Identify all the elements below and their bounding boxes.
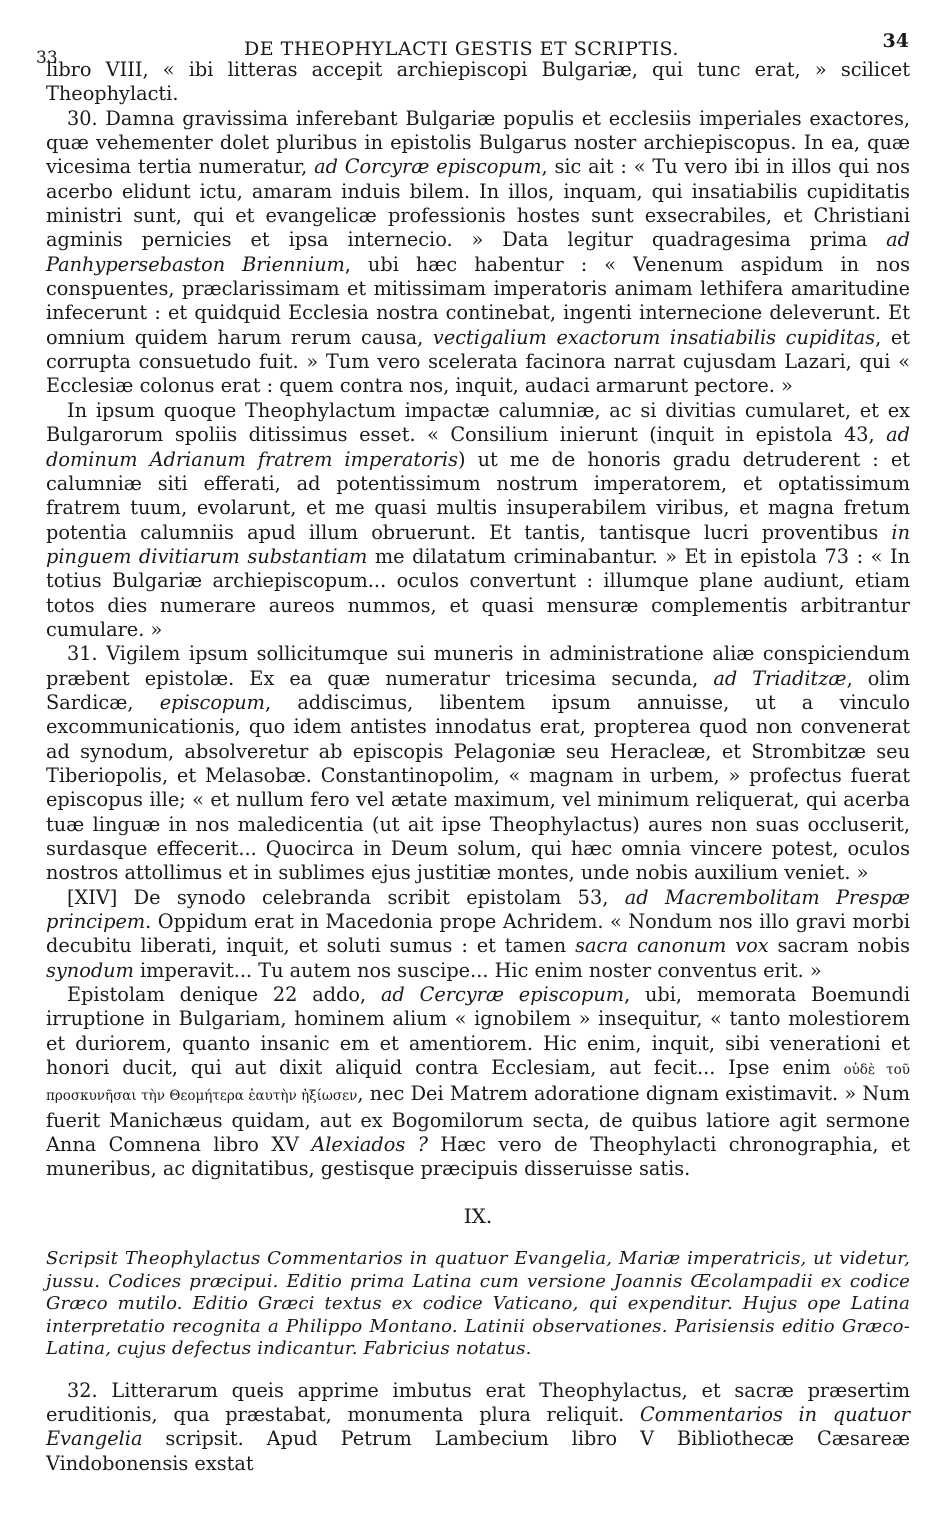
paragraph-greek-text: οὐδὲ τοῦ προσκυνῆσαι τὴν Θεομήτερα ἑαυτὴν ἠξίωσεν xyxy=(46,1062,910,1105)
page-number-right: 34 xyxy=(882,30,909,52)
paragraph-italic-text: sacra canonum vox xyxy=(575,934,769,958)
paragraph-text: me dilatatum criminabantur. » Et in epistola 73 : « In totius Bulgariæ archiepiscopum... oculos convertunt : illumque plane audiunt, etiam totos dies numerare aureos nummos, et quasi mensuræ complementis arbitrantur cumulare. » xyxy=(46,544,910,641)
paragraph-text: Epistolam denique 22 addo, xyxy=(67,983,381,1007)
paragraph-32 xyxy=(46,1379,910,1476)
paragraph-text: , sic ait : « Tu vero ibi in illos qui nos acerbo elidunt ictu, amaram induis bilem. In illos, inquam, qui insatiabilis cupiditatis ministri sunt, qui et evangelicæ professionis hostes sunt exsecrabiles, et Christiani agminis pernicies et ipsa internecio. » Data legitur quadragesima prima xyxy=(46,155,910,252)
paragraph-text: imperavit... Tu autem nos suscipe... Hic enim noster conventus erit. » xyxy=(133,958,822,982)
paragraph xyxy=(46,107,910,399)
paragraph-italic-text: ad Corcyræ episcopum xyxy=(314,155,542,179)
section-summary: Scripsit Theophylactus Commentarios in quatuor Evangelia, Mariæ imperatricis, ut videtur, jussu. Codices præcipui. Editio prima Latina cum versione Joannis Œcolampadii ex codice Græco mutilo. Editio Græci textus ex codice Vaticano, qui expenditur. Hujus ope Latina interpretatio recognita a Philippo Montano. Latinii observationes. Parisiensis editio Græco-Latina, cujus defectus indicantur. Fabricius notatus. xyxy=(46,1248,910,1360)
paragraph xyxy=(46,642,910,885)
section-heading: IX. xyxy=(463,1203,493,1228)
paragraph-text: . Oppidum erat in Macedonia prope Achridem. « Nondum nos illo gravi morbi decubitu liberati, inquit, et soluti sumus : et tamen xyxy=(46,910,910,958)
paragraph-text: sacram nobis xyxy=(768,934,910,958)
paragraph-text: 30. Damna gravissima inferebant Bulgariæ populis et ecclesiis imperiales exactores, quæ vehementer dolet pluribus in epistolis Bulgarus noster archiepiscopus. In ea, quæ vicesima tertia numeratur, xyxy=(46,106,910,179)
paragraph-italic-text: in pinguem divitiarum substantiam xyxy=(46,520,910,568)
paragraph-text: libro VIII, « ibi litteras accepit archiepiscopi Bulgariæ, qui tunc erat, » scilicet Theophylacti. xyxy=(46,58,910,106)
paragraph-italic-text: ad Cercyræ episcopum xyxy=(380,983,625,1007)
paragraph-text: , addiscimus, libentem ipsum annuisse, ut a vinculo excommunicationis, quo idem antistes innodatus erat, propterea quod non convenerat ad synodum, absolveretur ab episcopis Pelagoniæ seu Heracleæ, et Strombitzæ seu Tiberiopolis, et Melasobæ. Constantinopolim, « magnam in urbem, » profectus fuerat episcopus ille; « et nullum fero vel ætate maximum, vel minimum reliquerat, qui acerba tuæ linguæ in nos maledicentia (ut ait ipse Theophylactus) aures non suas occluserit, surdasque effecerit... Quocirca in Deum solum, qui hæc omnia vincere potest, oculos nostros attollimus et in sublimes ejus justitiæ montes, unde nobis auxilium veniet. » xyxy=(46,690,910,885)
paragraph xyxy=(46,58,910,107)
paragraph-italic-text: ad Triaditzæ xyxy=(713,666,847,690)
paragraph xyxy=(46,886,910,983)
paragraph xyxy=(46,983,910,1182)
paragraph-italic-text: ad Macrembolitam Prespæ principem xyxy=(46,885,910,934)
paragraph-text: , ubi hæc habentur : « Venenum aspidum in nos conspuentes, præclarissimam et mitissimam imperatoris animam lethifera amaritudine infecerunt : et quidquid Ecclesia nostra continebat, ingenti internecione deleverunt. Et omnium quidem harum rerum causa, xyxy=(46,252,910,349)
paragraph-text: In ipsum quoque Theophylactum impactæ calumniæ, ac si divitias cumularet, et ex Bulgarorum spoliis ditissimus esset. « Consilium inierunt (inquit in epistola 43, xyxy=(46,398,910,447)
page-body xyxy=(46,58,910,1476)
paragraph-text: , nec Dei Matrem adoratione dignam existimavit. » Num fuerit Manichæus quidam, aut ex Bogomilorum secta, de quibus latiore agit sermone Anna Comnena libro XV xyxy=(46,1082,910,1157)
paragraph-text: , olim Sardicæ, xyxy=(46,666,911,714)
paragraph-text: 31. Vigilem ipsum sollicitumque sui muneris in administratione aliæ conspiciendum præbent epistolæ. Ex ea quæ numeratur tricesima secunda, xyxy=(46,642,910,690)
paragraph-italic-text: vectigalium exactorum insatiabilis cupiditas xyxy=(432,325,876,349)
paragraph-italic-text: Alexiados ? xyxy=(311,1133,428,1157)
paragraph-italic-text: episcopum xyxy=(159,690,265,714)
running-title: DE THEOPHYLACTI GESTIS ET SCRIPTIS. xyxy=(244,38,679,60)
paragraph-text: , ubi, memorata Boemundi irruptione in Bulgariam, hominem alium « ignobilem » insequitur, « tanto molestiorem et duriorem, quanto insanic em et amentiorem. Hic enim, inquit, sibi venerationi et honori ducit, qui aut dixit aliquid contra Ecclesiam, aut fecit... Ipse enim xyxy=(46,983,910,1080)
paragraph-italic-text: ad dominum Adrianum fratrem imperatoris xyxy=(46,423,910,471)
paragraph-list xyxy=(46,58,910,1182)
page-number-left: 33 xyxy=(36,48,58,68)
paragraph-italic-text: synodum xyxy=(46,958,134,982)
paragraph-italic-text: ad Panhypersebaston Briennium xyxy=(46,228,910,276)
paragraph-text: ) ut me de honoris gradu detruderent : et calumniæ siti efferati, ad potentissimum nostrum imperatorem, et optatissimum fratrem tuum, evolarunt, et me quasi multis insuperabilem viribus, et magna fretum potentia calumniis apud illum obruerunt. Et tantis, tantisque lucri proventibus xyxy=(46,447,911,544)
paragraph-italic-text: Commentarios in quatuor Evangelia xyxy=(46,1403,910,1451)
paragraph xyxy=(46,399,910,642)
paragraph-text: scripsit. Apud Petrum Lambecium libro V Bibliothecæ Cæsareæ Vindobonensis exstat xyxy=(46,1427,910,1475)
paragraph-text: Hæc vero de Theophylacti chronographia, et muneribus, ac dignitatibus, gestisque præcipuis disseruisse satis. xyxy=(46,1133,910,1181)
paragraph-text: , et corrupta consuetudo fuit. » Tum vero scelerata facinora narrat cujusdam Lazari, qui « Ecclesiæ colonus erat : quem contra nos, inquit, audaci armarunt pectore. » xyxy=(46,325,910,398)
paragraph-text: [XIV] De synodo celebranda scribit epistolam 53, xyxy=(67,885,625,909)
paragraph-text: 32. Litterarum queis apprime imbutus erat Theophylactus, et sacræ præsertim eruditionis, qua præstabat, monumenta plura reliquit. xyxy=(46,1378,910,1426)
page-header xyxy=(36,30,909,68)
